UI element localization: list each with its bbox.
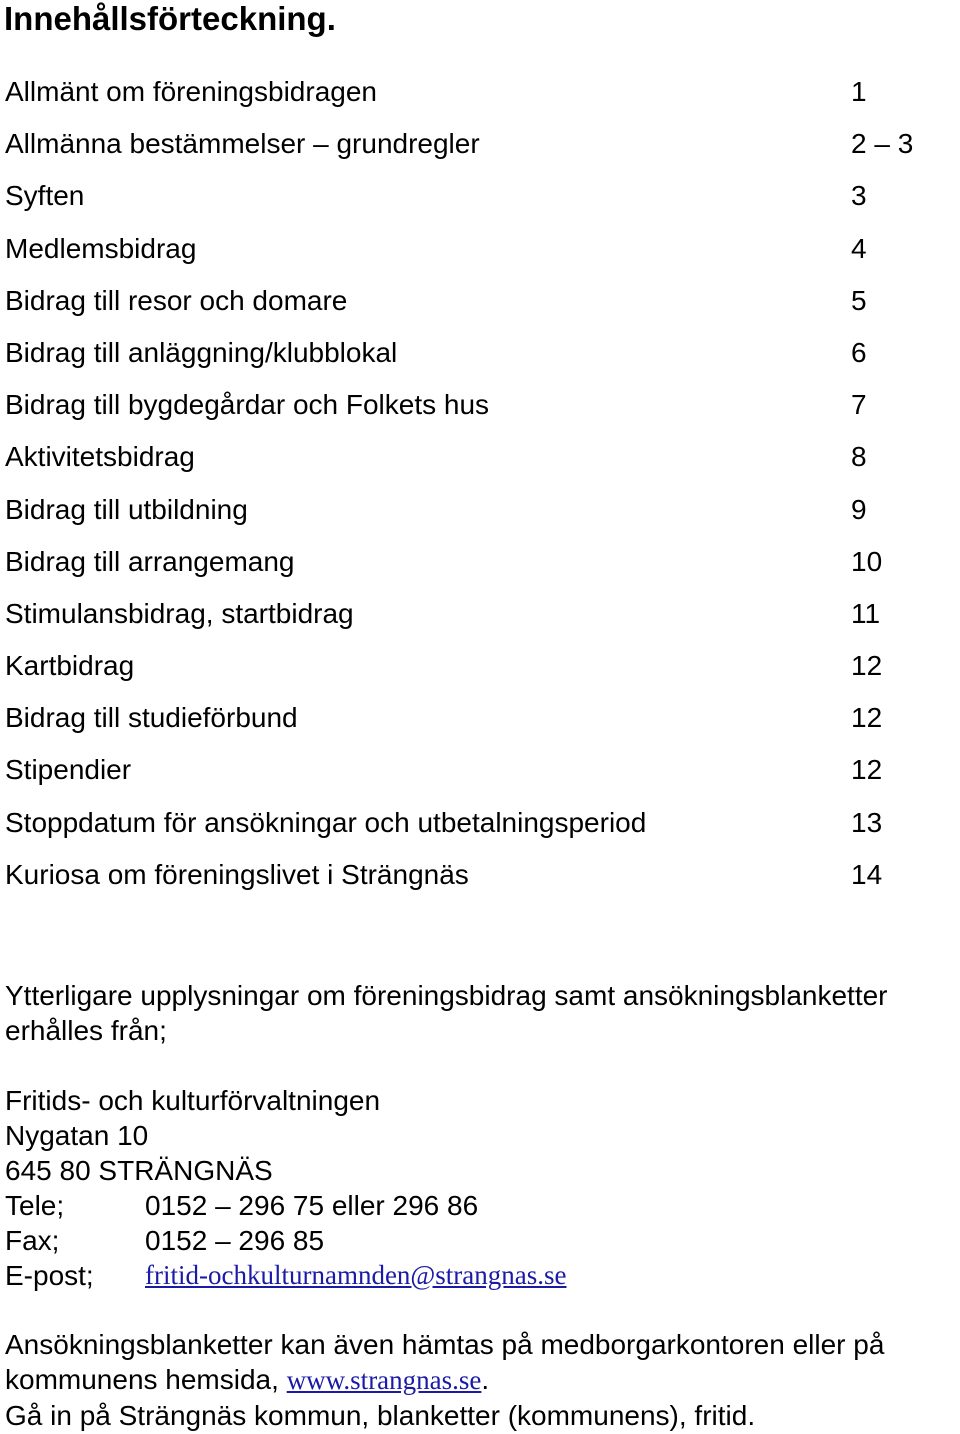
toc-row <box>5 176 960 228</box>
toc-entry-page: 12 <box>851 754 883 786</box>
toc-entry-page: 6 <box>851 336 867 368</box>
toc-entry-page: 14 <box>851 858 883 890</box>
closing-line-website <box>5 1362 960 1398</box>
toc-entry-label: Bidrag till anläggning/klubblokal <box>5 336 398 368</box>
toc-entry-label: Kartbidrag <box>5 650 135 682</box>
toc-entry-label: Stipendier <box>5 754 132 786</box>
toc-row <box>5 333 960 385</box>
toc-entry-page: 1 <box>851 76 867 107</box>
phone-value: 0152 – 296 75 eller 296 86 <box>145 1190 479 1221</box>
toc-row <box>5 750 960 802</box>
info-intro-line: Ytterligare upplysningar om föreningsbidrag samt ansökningsblanketter <box>5 980 888 1011</box>
toc-entry-page: 8 <box>851 441 867 473</box>
phone-label: Tele; <box>5 1190 65 1221</box>
closing-line: Ansökningsblanketter kan även hämtas på medborgarkontoren eller på <box>5 1329 885 1360</box>
toc-entry-label: Syften <box>5 180 85 212</box>
toc-entry-page: 11 <box>851 597 881 629</box>
toc-entry-label: Allmänna bestämmelser – grundregler <box>5 128 480 160</box>
toc-entry-page: 2 – 3 <box>851 128 914 160</box>
toc-entry-page: 7 <box>851 389 867 421</box>
email-label: E-post; <box>5 1260 94 1291</box>
contact-info-section <box>5 978 960 1433</box>
toc-row <box>5 855 960 907</box>
phone-row <box>5 1188 960 1223</box>
page-title: Innehållsförteckning. <box>4 0 336 37</box>
postal-city: 645 80 STRÄNGNÄS <box>5 1155 273 1186</box>
closing-text: . <box>481 1364 490 1395</box>
toc-entry-page: 5 <box>851 284 867 316</box>
closing-text: kommunens hemsida, <box>5 1364 287 1395</box>
toc-row <box>5 698 960 750</box>
toc-entry-label: Bidrag till utbildning <box>5 493 248 525</box>
website-link[interactable]: www.strangnas.se <box>286 1365 482 1395</box>
toc-entry-label: Bidrag till bygdegårdar och Folkets hus <box>5 389 490 421</box>
toc-row <box>5 542 960 594</box>
toc-row <box>5 646 960 698</box>
email-link[interactable]: fritid-ochkulturnamnden@strangnas.se <box>145 1260 567 1290</box>
toc-entry-page: 3 <box>851 180 867 212</box>
contact-address <box>5 1083 960 1293</box>
toc-entry-label: Bidrag till resor och domare <box>5 284 348 316</box>
toc-row <box>5 229 960 281</box>
toc-entry-label: Bidrag till studieförbund <box>5 702 298 734</box>
toc-entry-label: Aktivitetsbidrag <box>5 441 195 473</box>
closing-line: Gå in på Strängnäs kommun, blanketter (kommunens), fritid. <box>5 1400 756 1431</box>
fax-value: 0152 – 296 85 <box>145 1225 325 1256</box>
email-row <box>5 1258 960 1293</box>
toc-row <box>5 437 960 489</box>
toc-entry-label: Stoppdatum för ansökningar och utbetalningsperiod <box>5 806 647 838</box>
fax-label: Fax; <box>5 1225 60 1256</box>
table-of-contents <box>5 72 960 907</box>
fax-row <box>5 1223 960 1258</box>
closing-paragraph <box>5 1327 960 1433</box>
toc-entry-page: 10 <box>851 545 883 577</box>
toc-row <box>5 803 960 855</box>
toc-entry-label: Stimulansbidrag, startbidrag <box>5 597 354 629</box>
toc-row <box>5 490 960 542</box>
toc-entry-page: 12 <box>851 650 883 682</box>
info-intro-line: erhålles från; <box>5 1015 167 1046</box>
street-address: Nygatan 10 <box>5 1120 149 1151</box>
toc-entry-page: 4 <box>851 232 867 264</box>
toc-row <box>5 385 960 437</box>
toc-entry-label: Medlemsbidrag <box>5 232 197 264</box>
toc-row <box>5 281 960 333</box>
toc-entry-label: Allmänt om föreningsbidragen <box>5 76 377 107</box>
toc-row <box>5 72 960 124</box>
toc-entry-label: Kuriosa om föreningslivet i Strängnäs <box>5 858 469 890</box>
toc-entry-page: 12 <box>851 702 883 734</box>
toc-row <box>5 594 960 646</box>
toc-row <box>5 124 960 176</box>
toc-entry-page: 9 <box>851 493 867 525</box>
toc-entry-page: 13 <box>851 806 883 838</box>
toc-entry-label: Bidrag till arrangemang <box>5 545 295 577</box>
organization-name: Fritids- och kulturförvaltningen <box>5 1085 381 1116</box>
